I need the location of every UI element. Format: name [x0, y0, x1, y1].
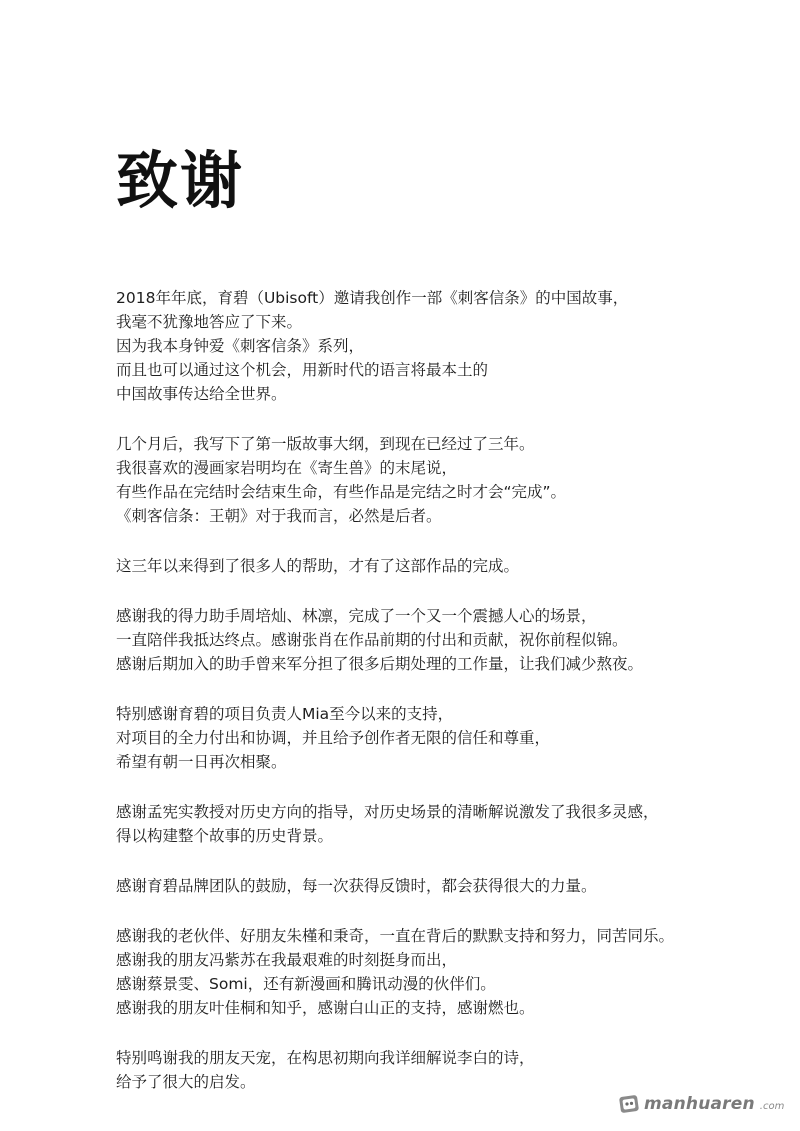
- text-line: 感谢我的得力助手周培灿、林凛，完成了一个又一个震撼人心的场景，: [116, 607, 597, 625]
- text-line: 2018年年底，育碧（Ubisoft）邀请我创作一部《刺客信条》的中国故事，: [116, 289, 629, 307]
- text-line: 感谢我的老伙伴、好朋友朱槿和秉奇，一直在背后的默默支持和努力，同苦同乐。: [116, 927, 675, 945]
- text-line: 对项目的全力付出和协调，并且给予创作者无限的信任和尊重，: [116, 729, 551, 747]
- text-line: 几个月后，我写下了第一版故事大纲，到现在已经过了三年。: [116, 435, 535, 453]
- watermark-tld: .com: [759, 1101, 785, 1112]
- text-line: 希望有朝一日再次相聚。: [116, 753, 287, 771]
- text-line: 特别鸣谢我的朋友天宠，在构思初期向我详细解说李白的诗，: [116, 1049, 535, 1067]
- text-line: 感谢育碧品牌团队的鼓励，每一次获得反馈时，都会获得很大的力量。: [116, 877, 597, 895]
- text-line: 感谢我的朋友冯紫苏在我最艰难的时刻挺身而出，: [116, 951, 458, 969]
- paragraph: [116, 874, 766, 898]
- text-line: 特别感谢育碧的项目负责人Mia至今以来的支持，: [116, 705, 454, 723]
- acknowledgements-body: [116, 286, 766, 1120]
- paragraph: [116, 1046, 766, 1094]
- text-line: 我毫不犹豫地答应了下来。: [116, 313, 303, 331]
- text-line: 而且也可以通过这个机会，用新时代的语言将最本土的: [116, 361, 489, 379]
- paragraph: [116, 800, 766, 848]
- text-line: 《刺客信条：王朝》对于我而言，必然是后者。: [116, 507, 442, 525]
- manhuaren-logo-icon: [618, 1093, 640, 1115]
- text-line: 给予了很大的启发。: [116, 1073, 256, 1091]
- watermark-text: manhuaren: [644, 1094, 755, 1114]
- paragraph: [116, 286, 766, 406]
- page-title: 致谢: [116, 144, 245, 217]
- watermark: [618, 1093, 784, 1115]
- text-line: 因为我本身钟爱《刺客信条》系列，: [116, 337, 365, 355]
- text-line: 感谢孟宪实教授对历史方向的指导，对历史场景的清晰解说激发了我很多灵感，: [116, 803, 659, 821]
- paragraph: [116, 554, 766, 578]
- paragraph: [116, 702, 766, 774]
- paragraph: [116, 432, 766, 528]
- text-line: 感谢后期加入的助手曾来军分担了很多后期处理的工作量，让我们减少熬夜。: [116, 655, 644, 673]
- text-line: 有些作品在完结时会结束生命，有些作品是完结之时才会“完成”。: [116, 483, 567, 501]
- text-line: 我很喜欢的漫画家岩明均在《寄生兽》的末尾说，: [116, 459, 458, 477]
- text-line: 一直陪伴我抵达终点。感谢张肖在作品前期的付出和贡献，祝你前程似锦。: [116, 631, 628, 649]
- text-line: 这三年以来得到了很多人的帮助，才有了这部作品的完成。: [116, 557, 520, 575]
- text-line: 感谢蔡景雯、Somi，还有新漫画和腾讯动漫的伙伴们。: [116, 975, 496, 993]
- text-line: 感谢我的朋友叶佳桐和知乎，感谢白山正的支持，感谢燃也。: [116, 999, 535, 1017]
- text-line: 中国故事传达给全世界。: [116, 385, 287, 403]
- paragraph: [116, 604, 766, 676]
- text-line: 得以构建整个故事的历史背景。: [116, 827, 334, 845]
- paragraph: [116, 924, 766, 1020]
